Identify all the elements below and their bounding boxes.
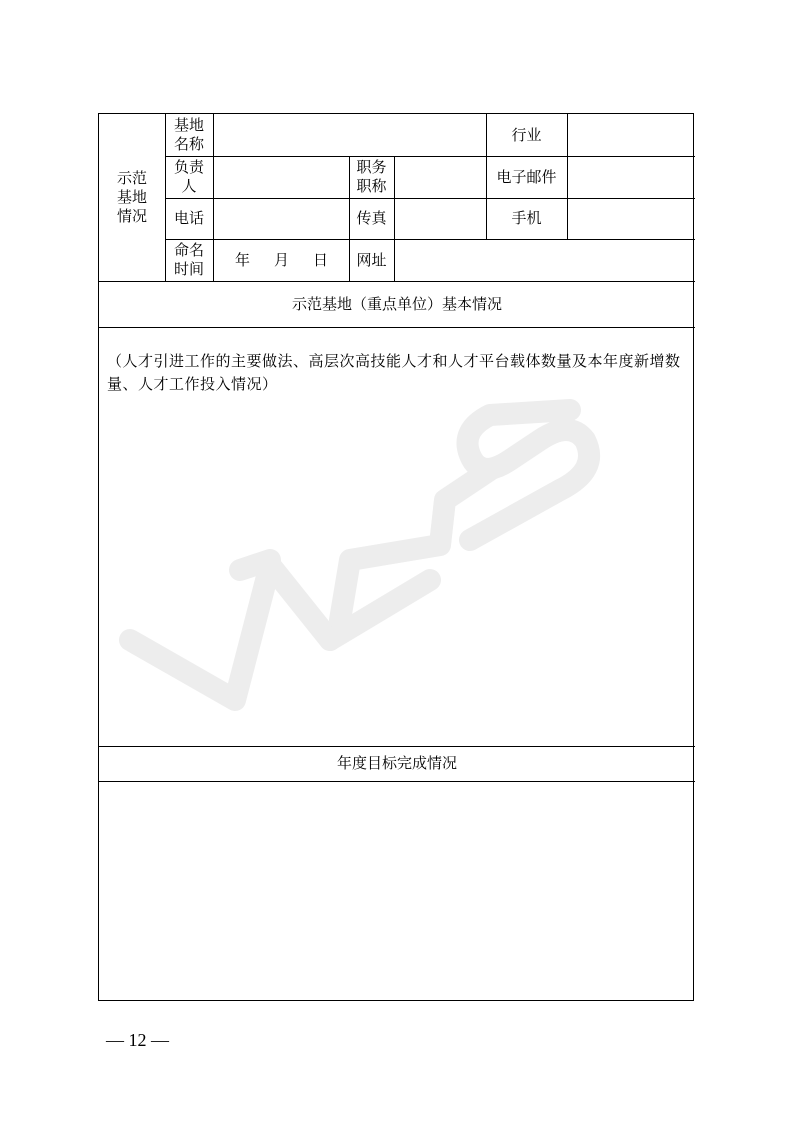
mobile-label: 手机 <box>511 209 542 227</box>
industry-label: 行业 <box>511 125 542 144</box>
job-title-label: 职务 职称 <box>356 158 387 195</box>
month-label: 月 <box>273 250 289 269</box>
fax-label: 传真 <box>356 209 387 227</box>
naming-date-field[interactable] <box>214 239 349 281</box>
section-label-base-info: 示范 基地 情况 <box>116 169 147 225</box>
fax-field[interactable] <box>395 198 486 239</box>
basic-situation-instruction: （人才引进工作的主要做法、高层次高技能人才和人才平台载体数量及本年度新增数量、人才工作投入情况） <box>107 352 681 393</box>
leader-label: 负责 人 <box>173 158 204 195</box>
phone-label: 电话 <box>173 209 204 227</box>
base-name-label: 基地 名称 <box>173 116 204 153</box>
annual-goals-content[interactable] <box>99 782 695 1000</box>
page-number: — 12 — <box>106 1030 169 1050</box>
day-label: 日 <box>313 250 329 269</box>
phone-field[interactable] <box>214 198 349 239</box>
mobile-field[interactable] <box>568 198 695 239</box>
leader-field[interactable] <box>214 156 349 198</box>
basic-situation-content[interactable] <box>99 404 695 746</box>
website-label: 网址 <box>356 250 387 269</box>
naming-time-label: 命名 时间 <box>173 241 204 278</box>
industry-field[interactable] <box>568 114 695 156</box>
email-label: 电子邮件 <box>496 167 557 186</box>
year-label: 年 <box>234 250 250 269</box>
job-title-field[interactable] <box>395 156 486 198</box>
talent-base-form <box>98 113 694 1001</box>
website-field[interactable] <box>395 239 695 281</box>
basic-situation-heading: 示范基地（重点单位）基本情况 <box>291 294 502 313</box>
base-name-field[interactable] <box>214 114 486 156</box>
annual-goals-heading: 年度目标完成情况 <box>336 754 457 772</box>
email-field[interactable] <box>568 156 695 198</box>
